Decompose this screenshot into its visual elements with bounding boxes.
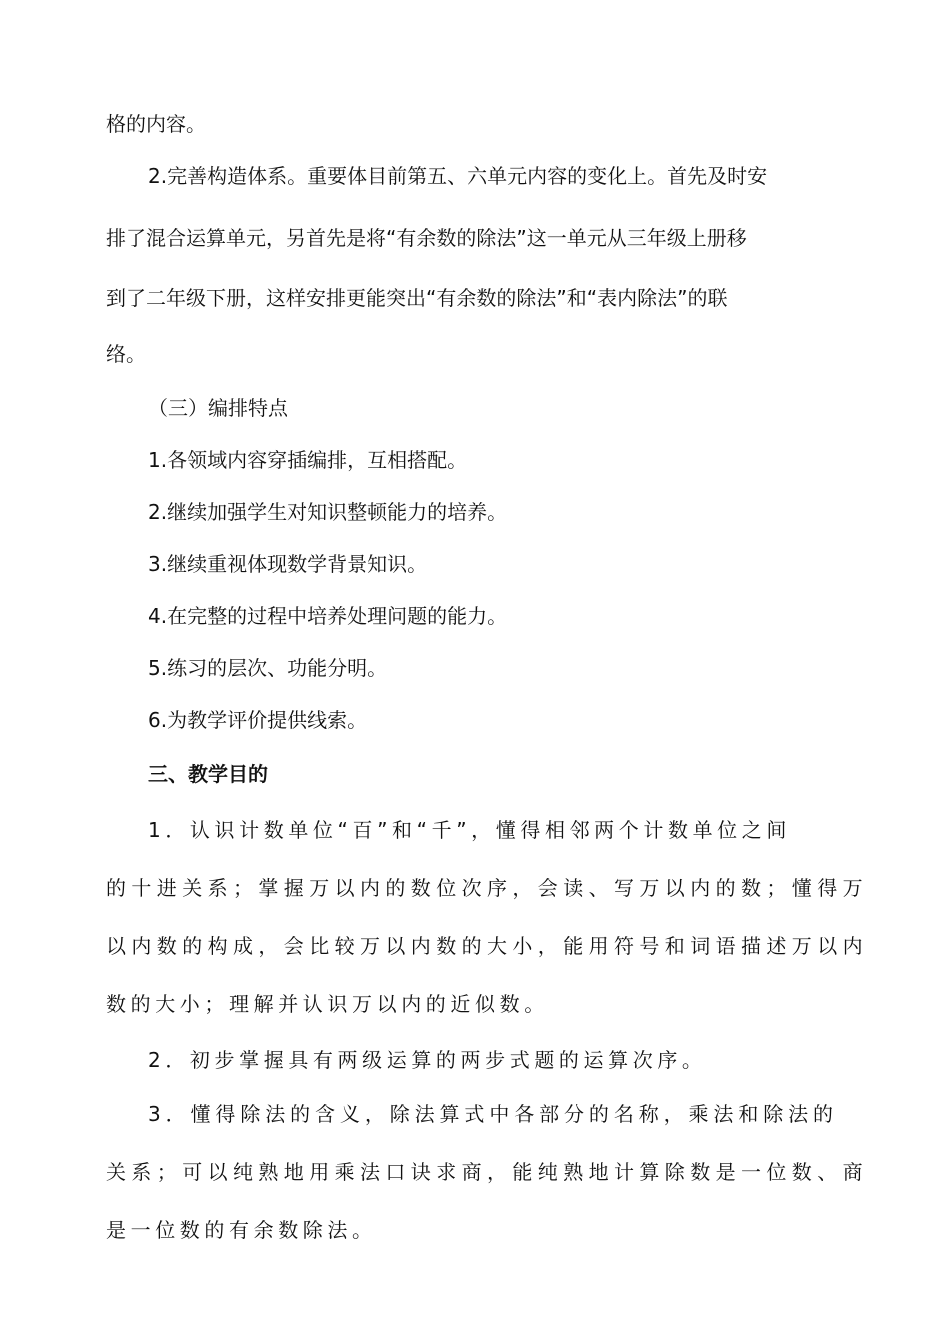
section-heading: 三、教学目的 <box>148 762 268 786</box>
paragraph-line: 络。 <box>106 342 146 366</box>
list-item: 2.继续加强学生对知识整顿能力的培养。 <box>148 500 508 524</box>
paragraph-line: 3．懂得除法的含义，除法算式中各部分的名称，乘法和除法的 <box>148 1102 838 1126</box>
paragraph-line: 2.完善构造体系。重要体目前第五、六单元内容的变化上。首先及时安 <box>148 164 768 188</box>
paragraph-line: 1．认识计数单位“百”和“千”，懂得相邻两个计数单位之间 <box>148 818 791 842</box>
sub-heading: （三）编排特点 <box>148 396 288 420</box>
list-item: 4.在完整的过程中培养处理问题的能力。 <box>148 604 508 628</box>
paragraph-line: 到了二年级下册，这样安排更能突出“有余数的除法”和“表内除法”的联 <box>106 286 728 310</box>
list-item: 1.各领域内容穿插编排，互相搭配。 <box>148 448 468 472</box>
list-item: 3.继续重视体现数学背景知识。 <box>148 552 428 576</box>
paragraph-line: 是一位数的有余数除法。 <box>106 1218 377 1242</box>
paragraph-line: 格的内容。 <box>106 112 206 136</box>
paragraph-line: 数的大小；理解并认识万以内的近似数。 <box>106 992 549 1016</box>
paragraph-line: 的十进关系；掌握万以内的数位次序，会读、写万以内的数；懂得万 <box>106 876 868 900</box>
paragraph-line: 以内数的构成，会比较万以内数的大小，能用符号和词语描述万以内 <box>106 934 868 958</box>
paragraph-line: 排了混合运算单元，另首先是将“有余数的除法”这一单元从三年级上册移 <box>106 226 747 250</box>
list-item: 5.练习的层次、功能分明。 <box>148 656 388 680</box>
list-item: 6.为教学评价提供线索。 <box>148 708 368 732</box>
paragraph-line: 2．初步掌握具有两级运算的两步式题的运算次序。 <box>148 1048 707 1072</box>
paragraph-line: 关系；可以纯熟地用乘法口诀求商，能纯熟地计算除数是一位数、商 <box>106 1160 868 1184</box>
